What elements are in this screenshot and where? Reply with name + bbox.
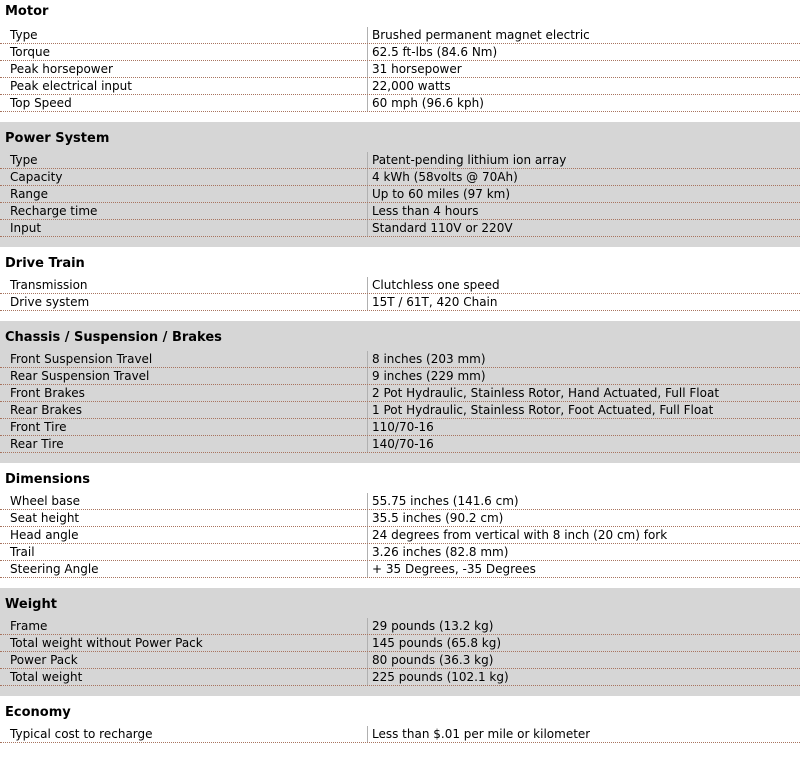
spec-value: 110/70-16 bbox=[372, 420, 434, 434]
spec-row bbox=[0, 220, 800, 237]
spec-value: 60 mph (96.6 kph) bbox=[372, 96, 484, 110]
spec-label: Peak horsepower bbox=[0, 61, 368, 77]
spec-row bbox=[0, 561, 800, 578]
spec-label: Recharge time bbox=[0, 203, 368, 219]
spec-row bbox=[0, 95, 800, 112]
spec-value: 140/70-16 bbox=[372, 437, 434, 451]
spec-value: Patent-pending lithium ion array bbox=[372, 153, 567, 167]
section-title: Chassis / Suspension / Brakes bbox=[5, 330, 222, 345]
spec-row bbox=[0, 385, 800, 402]
spec-value: 2 Pot Hydraulic, Stainless Rotor, Hand Actuated, Full Float bbox=[372, 386, 720, 400]
spec-label: Input bbox=[0, 220, 368, 236]
spec-label: Front Brakes bbox=[0, 385, 368, 401]
spec-label: Top Speed bbox=[0, 95, 368, 111]
spec-value: 8 inches (203 mm) bbox=[372, 352, 486, 366]
spec-row bbox=[0, 618, 800, 635]
spec-section bbox=[0, 463, 800, 588]
spec-row bbox=[0, 368, 800, 385]
spec-label: Rear Tire bbox=[0, 436, 368, 452]
spec-value: 9 inches (229 mm) bbox=[372, 369, 486, 383]
spec-value: 1 Pot Hydraulic, Stainless Rotor, Foot Actuated, Full Float bbox=[372, 403, 714, 417]
spec-value: Brushed permanent magnet electric bbox=[372, 28, 590, 42]
spec-label: Peak electrical input bbox=[0, 78, 368, 94]
spec-label: Frame bbox=[0, 618, 368, 634]
spec-row bbox=[0, 61, 800, 78]
spec-row bbox=[0, 527, 800, 544]
spec-row bbox=[0, 419, 800, 436]
spec-row bbox=[0, 203, 800, 220]
spec-label: Rear Brakes bbox=[0, 402, 368, 418]
spec-label: Seat height bbox=[0, 510, 368, 526]
spec-value: 24 degrees from vertical with 8 inch (20 cm) fork bbox=[372, 528, 668, 542]
spec-label: Capacity bbox=[0, 169, 368, 185]
spec-value: 225 pounds (102.1 kg) bbox=[372, 670, 509, 684]
spec-row bbox=[0, 652, 800, 669]
spec-value: Less than $.01 per mile or kilometer bbox=[372, 727, 591, 741]
spec-row bbox=[0, 78, 800, 95]
spec-value: 31 horsepower bbox=[372, 62, 462, 76]
spec-label: Transmission bbox=[0, 277, 368, 293]
spec-row bbox=[0, 186, 800, 203]
spec-value: 80 pounds (36.3 kg) bbox=[372, 653, 494, 667]
spec-value: 55.75 inches (141.6 cm) bbox=[372, 494, 519, 508]
spec-label: Drive system bbox=[0, 294, 368, 310]
spec-value: 15T / 61T, 420 Chain bbox=[372, 295, 498, 309]
spec-value: 35.5 inches (90.2 cm) bbox=[372, 511, 504, 525]
spec-row bbox=[0, 27, 800, 44]
spec-label: Front Suspension Travel bbox=[0, 351, 368, 367]
spec-row bbox=[0, 351, 800, 368]
section-title: Motor bbox=[5, 4, 49, 19]
spec-row bbox=[0, 544, 800, 561]
spec-label: Torque bbox=[0, 44, 368, 60]
spec-label: Head angle bbox=[0, 527, 368, 543]
spec-value: Clutchless one speed bbox=[372, 278, 500, 292]
spec-label: Typical cost to recharge bbox=[0, 726, 368, 742]
spec-section bbox=[0, 122, 800, 247]
spec-label: Total weight bbox=[0, 669, 368, 685]
spec-row bbox=[0, 152, 800, 169]
spec-section bbox=[0, 0, 800, 122]
spec-row bbox=[0, 44, 800, 61]
spec-label: Type bbox=[0, 27, 368, 43]
spec-row bbox=[0, 635, 800, 652]
spec-value: 29 pounds (13.2 kg) bbox=[372, 619, 494, 633]
spec-row bbox=[0, 510, 800, 527]
spec-label: Power Pack bbox=[0, 652, 368, 668]
spec-label: Total weight without Power Pack bbox=[0, 635, 368, 651]
spec-label: Type bbox=[0, 152, 368, 168]
spec-section bbox=[0, 588, 800, 696]
section-title: Drive Train bbox=[5, 256, 85, 271]
spec-section bbox=[0, 321, 800, 463]
spec-label: Trail bbox=[0, 544, 368, 560]
spec-value: Standard 110V or 220V bbox=[372, 221, 513, 235]
spec-row bbox=[0, 169, 800, 186]
spec-row bbox=[0, 277, 800, 294]
spec-row bbox=[0, 436, 800, 453]
section-title: Dimensions bbox=[5, 472, 90, 487]
spec-value: 3.26 inches (82.8 mm) bbox=[372, 545, 509, 559]
spec-row bbox=[0, 669, 800, 686]
spec-value: Up to 60 miles (97 km) bbox=[372, 187, 511, 201]
spec-section bbox=[0, 247, 800, 321]
spec-label: Range bbox=[0, 186, 368, 202]
spec-row bbox=[0, 726, 800, 743]
spec-value: Less than 4 hours bbox=[372, 204, 479, 218]
spec-value: 62.5 ft-lbs (84.6 Nm) bbox=[372, 45, 498, 59]
spec-label: Front Tire bbox=[0, 419, 368, 435]
spec-value: 4 kWh (58volts @ 70Ah) bbox=[372, 170, 518, 184]
spec-row bbox=[0, 294, 800, 311]
spec-label: Rear Suspension Travel bbox=[0, 368, 368, 384]
section-title: Weight bbox=[5, 597, 57, 612]
spec-value: 145 pounds (65.8 kg) bbox=[372, 636, 502, 650]
section-title: Power System bbox=[5, 131, 110, 146]
spec-label: Steering Angle bbox=[0, 561, 368, 577]
spec-label: Wheel base bbox=[0, 493, 368, 509]
spec-row bbox=[0, 493, 800, 510]
spec-row bbox=[0, 402, 800, 419]
spec-section bbox=[0, 696, 800, 753]
section-title: Economy bbox=[5, 705, 71, 720]
spec-value: 22,000 watts bbox=[372, 79, 451, 93]
spec-value: + 35 Degrees, -35 Degrees bbox=[372, 562, 536, 576]
